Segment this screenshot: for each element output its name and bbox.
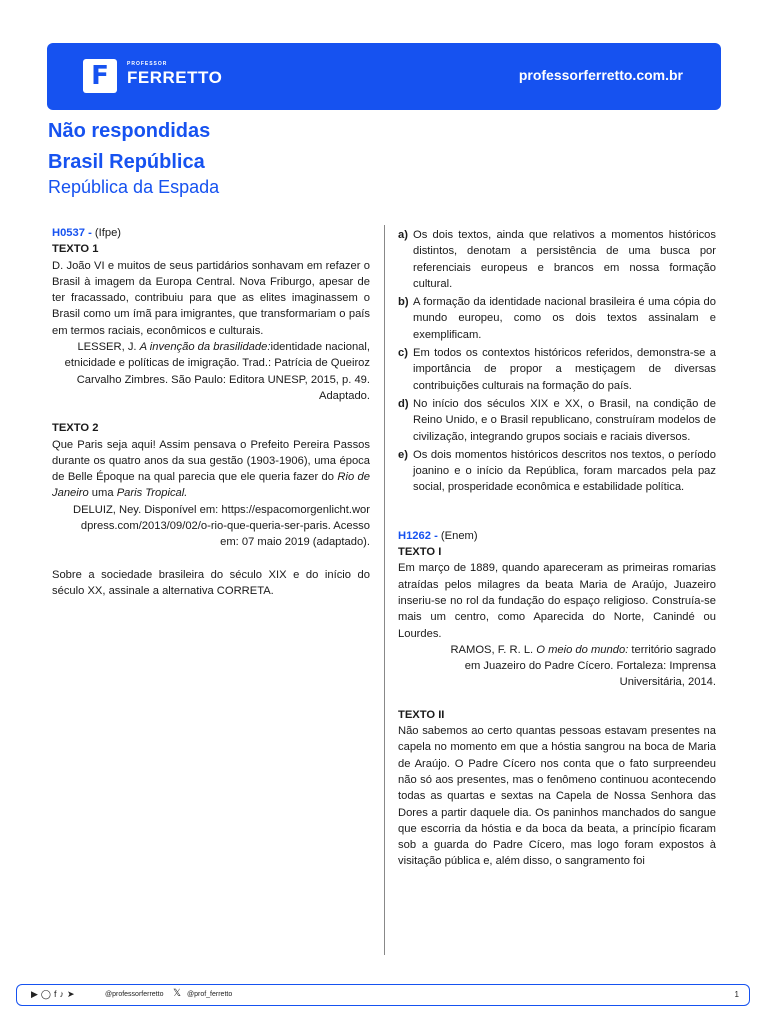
left-column (52, 225, 370, 599)
texto2-part: uma (88, 487, 117, 500)
texto-label: TEXTO I (398, 546, 442, 559)
facebook-icon[interactable]: f (54, 989, 57, 999)
option-text: Os dois momentos históricos descritos nos textos, o período joanino e o início da República, foram marcados pela paz social, prosperidade econômica e estabilidade política. (413, 448, 716, 494)
question-code[interactable]: H0537 - (52, 227, 92, 239)
option-c[interactable] (398, 345, 716, 394)
topic-title: República da Espada (48, 177, 220, 197)
instagram-icon[interactable]: ◯ (40, 989, 51, 999)
footer-bar (16, 984, 750, 1006)
x-icon[interactable]: 𝕏 (173, 988, 182, 999)
texto2-italic: Paris Tropical. (116, 487, 188, 500)
social-handle[interactable]: @professorferretto (105, 991, 164, 998)
texto2-part: Que Paris seja aqui! Assim pensava o Prefeito Pereira Passos durante os quatro anos da sua gestão (1903-1906), uma época de Belle Époque na qual parecia que ele queria fazer do (52, 438, 370, 484)
option-text: Os dois textos, ainda que relativos a momentos históricos distintos, denotam a persistência de uma busca por referenciais europeus e brancos em nossa formação cultural. (413, 229, 716, 290)
texto-body: Não sabemos ao certo quantas pessoas estavam presentes na capela no momento em que a hóstia sangrou na boca de Maria de Araújo. O Padre Cícero nos conta que o fato surpreendeu não só aos presentes, mas o fenômeno continuou acontecendo todas as quartas e sextas na Capela de Nossa Senhora das Dores a partir daquele dia. Os paninhos manchados do sangue que escorria da hóstia e da boca da beata, a princípio ficaram sob a guarda do Padre Cícero, mas logo foram expostos à visitação pública e, além disso, o sangramento foi (398, 725, 716, 868)
site-link[interactable]: professorferretto.com.br (518, 67, 683, 83)
option-letter: c) (398, 347, 408, 360)
option-letter: e) (398, 448, 408, 461)
ref-title: A invenção da brasilidade: (139, 341, 271, 354)
ref-rest: identidade nacional, etnicidade e políticas de imigração. Trad.: Patrícia de Queiroz Carvalho Zimbres. São Paulo: Editora UNESP, 2015, p. 49. Adaptado. (64, 341, 370, 402)
option-text: Em todos os contextos históricos referidos, demonstra-se a importância de propor a mestiçagem de diversas contribuições culturais na formação do país. (413, 347, 716, 392)
reference: DELUIZ, Ney. Disponível em: https://espacomorgenlicht.wordpress.com/2013/09/02/o-rio-que-queria-ser-paris. Acesso em: 07 maio 2019 (adaptado). (73, 503, 370, 549)
question-header (398, 528, 716, 544)
option-b[interactable] (398, 294, 716, 343)
question-prompt: Sobre a sociedade brasileira do século XIX e do início do século XX, assinale a alternativa CORRETA. (52, 568, 370, 597)
status-title: Não respondidas (48, 120, 211, 142)
question-header (52, 225, 370, 241)
option-text: A formação da identidade nacional brasileira é uma cópia do mundo europeu, como os dois textos assinalam e exemplificam. (413, 296, 716, 341)
tiktok-icon[interactable]: ♪ (59, 989, 65, 999)
column-divider (384, 225, 385, 955)
reference (398, 642, 716, 691)
option-a[interactable] (398, 227, 716, 292)
telegram-icon[interactable]: ➤ (67, 989, 75, 999)
option-text: No início dos séculos XIX e XX, o Brasil, na condição de Reino Unido, e o Brasil republicano, construíram modelos de civilização, integrando grupos sociais e raciais diversos. (413, 397, 716, 443)
texto2-italic: Rio de Janeiro (52, 471, 370, 500)
subject-title: Brasil República (48, 151, 205, 173)
page-number: 1 (734, 990, 739, 999)
option-e[interactable] (398, 447, 716, 496)
texto-label: TEXTO 1 (52, 243, 99, 256)
logo-small-text: PROFESSOR (127, 61, 168, 67)
logo-name: FERRETTO (127, 68, 223, 87)
header-banner (47, 43, 721, 110)
social-icons (31, 989, 78, 1000)
ref-title: O meio do mundo: (536, 643, 629, 656)
reference (52, 339, 370, 404)
texto-body: D. João VI e muitos de seus partidários sonhavam em refazer o Brasil à imagem da Europa Central. Nova Friburgo, apesar de ter fracassado, contribuiu para que as elites imaginassem o Brasil como um ímã para imigrantes, que transformariam o país em termos raciais, econômicos e culturais. (52, 259, 370, 337)
ref-author: LESSER, J. (77, 341, 140, 354)
texto-body: Em março de 1889, quando apareceram as primeiras romarias atraídas pelos milagres da beata Maria de Araújo, Juazeiro inseriu-se no rol da fundação do espaço religioso. Construía-se mais um centro, como Aparecida do Norte, Canindé ou Lourdes. (398, 562, 716, 640)
question-source: (Ifpe) (91, 227, 122, 239)
options-list (398, 227, 716, 496)
question-source: (Enem) (437, 529, 478, 542)
logo-letter: F (91, 61, 109, 91)
social-handle[interactable]: @prof_ferretto (187, 991, 233, 998)
question-code[interactable]: H1262 - (398, 529, 438, 542)
youtube-icon[interactable]: ▶ (31, 989, 38, 999)
option-letter: b) (398, 296, 409, 309)
texto-label: TEXTO 2 (52, 422, 99, 435)
texto-label: TEXTO II (398, 708, 445, 721)
logo-icon (83, 59, 117, 93)
option-letter: d) (398, 397, 409, 410)
right-column (398, 227, 716, 870)
option-d[interactable] (398, 396, 716, 445)
texto-body (52, 437, 370, 502)
option-letter: a) (398, 229, 408, 241)
ref-rest: território sagrado em Juazeiro do Padre Cícero. Fortaleza: Imprensa Universitária, 2014. (464, 643, 716, 689)
ref-author: RAMOS, F. R. L. (450, 643, 537, 656)
